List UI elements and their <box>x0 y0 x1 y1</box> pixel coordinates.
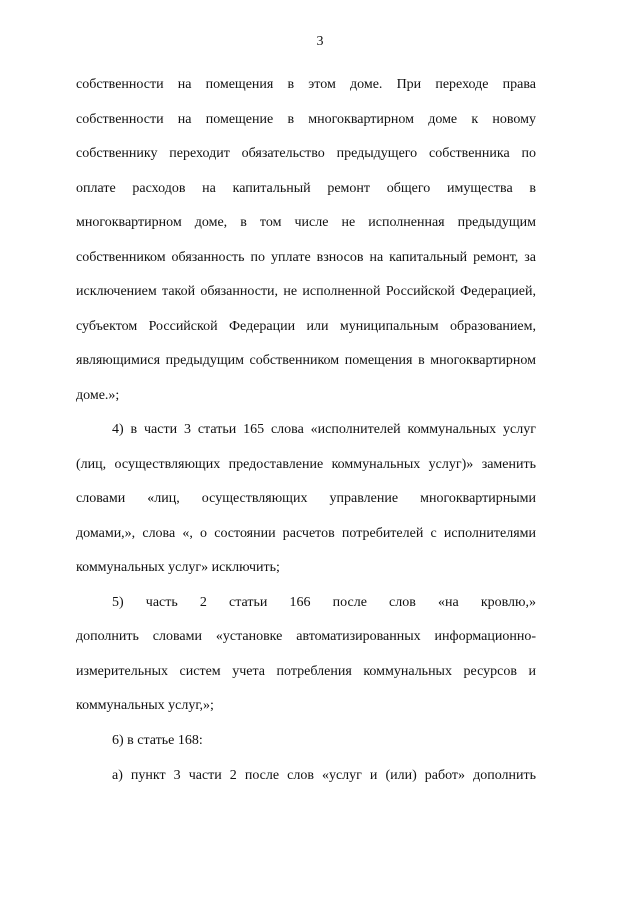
text-line: домами,», слова «, о состоянии расчетов потребителей с исполнителями <box>76 526 536 541</box>
paragraph-start-line: 5) часть 2 статьи 166 после слов «на кровлю,» <box>112 595 536 610</box>
text-line: словами «лиц, осуществляющих управление многоквартирными <box>76 491 536 506</box>
text-line: собственности на помещения в этом доме. При переходе права <box>76 77 536 92</box>
text-line: дополнить словами «установке автоматизированных информационно- <box>76 629 536 644</box>
paragraph-start-line: 6) в статье 168: <box>112 733 203 748</box>
text-line: оплате расходов на капитальный ремонт общего имущества в <box>76 181 536 196</box>
text-line: измерительных систем учета потребления коммунальных ресурсов и <box>76 664 536 679</box>
text-line: исключением такой обязанности, не исполненной Российской Федерацией, <box>76 284 536 299</box>
text-line: являющимися предыдущим собственником помещения в многоквартирном <box>76 353 536 368</box>
text-line: коммунальных услуг,»; <box>76 698 214 713</box>
page-number: 3 <box>316 34 324 49</box>
paragraph-start-line: а) пункт 3 части 2 после слов «услуг и (или) работ» дополнить <box>112 768 536 783</box>
text-line: собственником обязанность по уплате взносов на капитальный ремонт, за <box>76 250 536 265</box>
text-line: многоквартирном доме, в том числе не исполненная предыдущим <box>76 215 536 230</box>
text-line: собственности на помещение в многоквартирном доме к новому <box>76 112 536 127</box>
text-line: (лиц, осуществляющих предоставление коммунальных услуг)» заменить <box>76 457 536 472</box>
text-line: коммунальных услуг» исключить; <box>76 560 280 575</box>
text-line: доме.»; <box>76 388 120 403</box>
text-line: субъектом Российской Федерации или муниципальным образованием, <box>76 319 536 334</box>
paragraph-start-line: 4) в части 3 статьи 165 слова «исполнителей коммунальных услуг <box>112 422 536 437</box>
text-line: собственнику переходит обязательство предыдущего собственника по <box>76 146 536 161</box>
